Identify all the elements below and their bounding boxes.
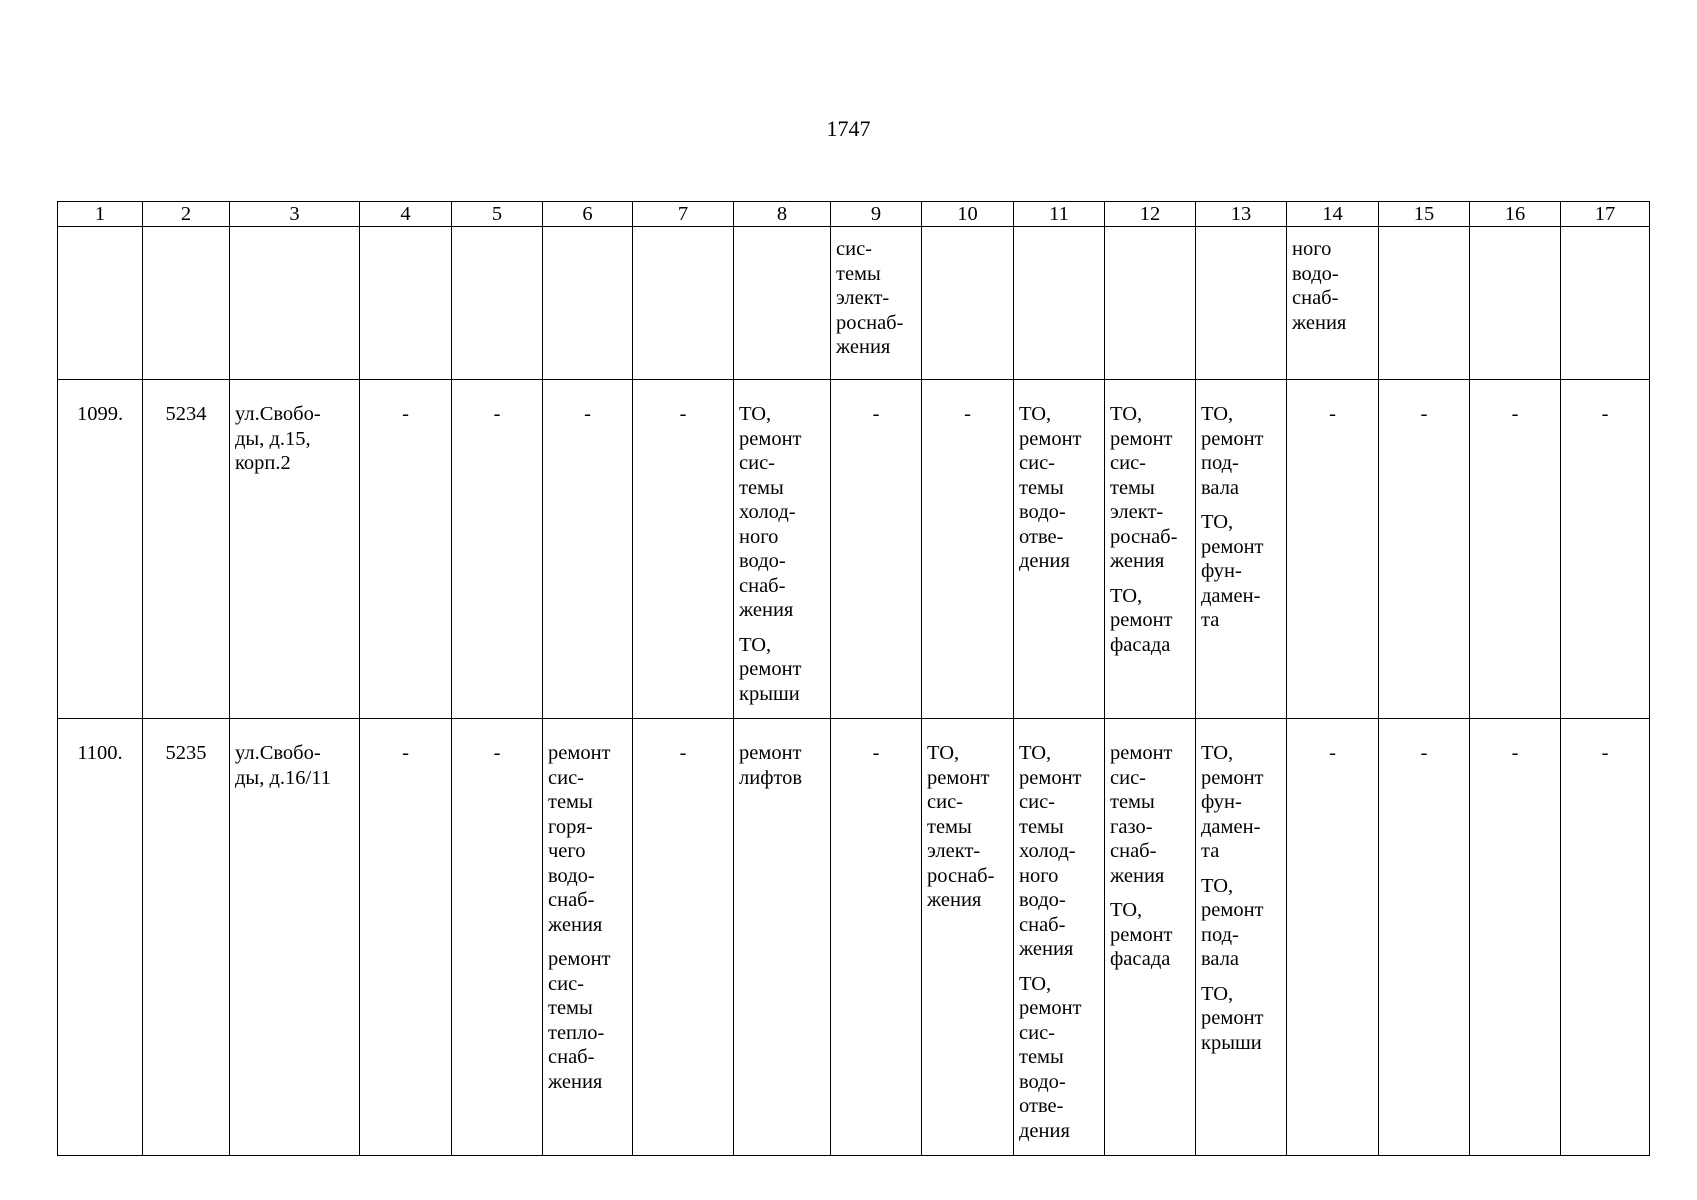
cell-line: сис- — [927, 791, 963, 813]
cell-line: отве- — [1019, 525, 1064, 548]
table-cell — [831, 227, 922, 380]
cell-line: сис- — [1019, 1021, 1055, 1044]
table-cell: - — [452, 380, 543, 719]
cell-line: снаб- — [1110, 840, 1157, 862]
table-cell — [543, 719, 633, 1156]
cell-entry — [1110, 741, 1190, 888]
cell-line: холод- — [739, 501, 796, 523]
cell-line: ремонт — [1019, 766, 1082, 789]
cell-line: элект- — [836, 287, 890, 309]
table-cell — [1561, 227, 1650, 380]
page-number: 1747 — [826, 116, 871, 141]
cell-line: ды, д.15, — [235, 427, 311, 450]
cell-line: ТО, — [1201, 874, 1234, 897]
table-cell — [734, 719, 831, 1156]
cell-entry — [235, 402, 354, 476]
cell-line: ТО, — [1019, 403, 1052, 425]
cell-line: под- — [1201, 452, 1239, 474]
cell-line: ного — [1292, 238, 1332, 260]
cell-line: вала — [1201, 476, 1240, 499]
cell-line: сис- — [1110, 452, 1146, 474]
cell-line: ремонт — [1201, 1007, 1264, 1029]
column-number: 1 — [58, 202, 143, 227]
cell-line: отве- — [1019, 1095, 1064, 1117]
cell-entry — [1201, 982, 1281, 1056]
column-number-row — [58, 202, 1650, 227]
cell-line: темы — [1019, 815, 1064, 838]
column-number: 12 — [1105, 202, 1196, 227]
cell-line: роснаб- — [836, 311, 904, 334]
cell-line: ремонт — [1201, 766, 1264, 789]
table-cell: - — [452, 719, 543, 1156]
cell-line: сис- — [1110, 766, 1146, 789]
cell-entry — [548, 741, 627, 937]
cell-line: ТО, — [1110, 899, 1143, 921]
cell-entry — [235, 741, 354, 790]
cell-line: горя- — [548, 815, 593, 838]
cell-line: водо- — [1019, 1070, 1066, 1093]
table-cell — [1105, 227, 1196, 380]
cell-entry — [739, 402, 825, 623]
table-cell: - — [360, 719, 452, 1156]
cell-line: жения — [548, 1070, 603, 1093]
cell-line: ТО, — [1110, 403, 1143, 425]
table-cell: - — [1470, 380, 1561, 719]
cell-entry — [1019, 972, 1099, 1144]
cell-line: ТО, — [1019, 972, 1052, 995]
cell-line: ремонт — [739, 742, 802, 764]
cell-line: ремонт — [1110, 609, 1173, 631]
cell-line: ного — [739, 525, 779, 548]
cell-line: ТО, — [927, 742, 960, 764]
cell-line: ремонт — [548, 948, 611, 970]
cell-line: водо- — [1019, 889, 1066, 911]
column-number: 15 — [1379, 202, 1470, 227]
row-address — [230, 719, 360, 1156]
cell-line: роснаб- — [1110, 525, 1178, 548]
table-cell — [143, 227, 230, 380]
column-number: 9 — [831, 202, 922, 227]
cell-line: сис- — [836, 238, 872, 260]
table-cell: - — [1287, 719, 1379, 1156]
cell-line: водо- — [739, 550, 786, 572]
cell-line: ремонт — [1201, 899, 1264, 921]
cell-line: темы — [739, 476, 784, 499]
column-number: 5 — [452, 202, 543, 227]
cell-line: ТО, — [1201, 511, 1234, 533]
cell-line: крыши — [1201, 1031, 1262, 1054]
cell-line: ремонт — [739, 427, 802, 450]
cell-line: та — [1201, 609, 1220, 631]
table-cell — [1470, 227, 1561, 380]
table-cell — [922, 719, 1014, 1156]
cell-line: роснаб- — [927, 864, 995, 887]
cell-line: ремонт — [1201, 427, 1264, 450]
cell-line: темы — [1019, 476, 1064, 499]
cell-line: ремонт — [1110, 742, 1173, 764]
cell-line: снаб- — [1292, 287, 1339, 309]
cell-entry — [1019, 741, 1099, 962]
cell-line: темы — [836, 262, 881, 285]
table-cell — [734, 380, 831, 719]
table-cell — [1014, 380, 1105, 719]
cell-entry — [1110, 402, 1190, 574]
table-cell — [1196, 380, 1287, 719]
cell-line: фун- — [1201, 791, 1242, 813]
table-cell: - — [1470, 719, 1561, 1156]
column-number: 7 — [633, 202, 734, 227]
cell-line: элект- — [1110, 501, 1164, 523]
cell-line: ного — [1019, 864, 1059, 887]
table-cell — [734, 227, 831, 380]
table-cell: - — [1561, 719, 1650, 1156]
column-number: 10 — [922, 202, 1014, 227]
cell-entry — [548, 947, 627, 1094]
table-cell — [230, 227, 360, 380]
cell-line: дамен- — [1201, 815, 1261, 838]
row-code: 5234 — [143, 380, 230, 719]
cell-line: ТО, — [739, 633, 772, 656]
table-cell: - — [1287, 380, 1379, 719]
cell-line: элект- — [927, 840, 981, 862]
table-cell: - — [831, 719, 922, 1156]
table-cell: - — [543, 380, 633, 719]
cell-entry — [1019, 402, 1099, 574]
column-number: 4 — [360, 202, 452, 227]
table-cell — [1014, 719, 1105, 1156]
column-number: 17 — [1561, 202, 1650, 227]
cell-line: ТО, — [1019, 742, 1052, 764]
column-number: 8 — [734, 202, 831, 227]
cell-line: фасада — [1110, 948, 1171, 970]
table-cell — [543, 227, 633, 380]
table-cell — [922, 227, 1014, 380]
column-number: 6 — [543, 202, 633, 227]
cell-line: жения — [836, 336, 891, 358]
column-number: 16 — [1470, 202, 1561, 227]
cell-entry — [1292, 237, 1373, 335]
cell-line: дения — [1019, 1119, 1070, 1142]
cell-line: сис- — [739, 452, 775, 474]
table-cell — [633, 227, 734, 380]
cell-line: ТО, — [1201, 403, 1234, 425]
column-number: 3 — [230, 202, 360, 227]
table-cell: - — [1379, 380, 1470, 719]
cell-entry — [739, 741, 825, 790]
table-cell — [1105, 380, 1196, 719]
table-cell: - — [633, 719, 734, 1156]
cell-line: темы — [548, 791, 593, 813]
cell-line: холод- — [1019, 840, 1076, 862]
table-cell — [1196, 227, 1287, 380]
cell-line: жения — [1110, 550, 1165, 572]
cell-line: ремонт — [548, 742, 611, 764]
cell-line: жения — [739, 599, 794, 621]
cell-line: фасада — [1110, 633, 1171, 656]
cell-line: дения — [1019, 550, 1070, 572]
cell-line: ТО, — [1110, 584, 1143, 607]
cell-line: ТО, — [1201, 742, 1234, 764]
register-table — [57, 201, 1650, 1156]
cell-line: ремонт — [1019, 997, 1082, 1019]
cell-line: темы — [1110, 476, 1155, 499]
cell-line: чего — [548, 840, 586, 862]
cell-line: ул.Свобо- — [235, 742, 321, 764]
cell-line: ды, д.16/11 — [235, 766, 331, 789]
table-cell — [1014, 227, 1105, 380]
column-number: 13 — [1196, 202, 1287, 227]
cell-line: темы — [1110, 791, 1155, 813]
table-cell — [1287, 227, 1379, 380]
cell-line: ремонт — [1201, 535, 1264, 558]
table-cell: - — [922, 380, 1014, 719]
cell-line: жения — [1292, 311, 1347, 334]
cell-line: темы — [927, 815, 972, 838]
cell-line: газо- — [1110, 815, 1153, 838]
cell-line: водо- — [548, 864, 595, 887]
cell-line: ремонт — [1110, 923, 1173, 946]
cell-line: ул.Свобо- — [235, 403, 321, 425]
cell-line: снаб- — [1019, 913, 1066, 936]
table-cell: - — [1561, 380, 1650, 719]
cell-entry — [927, 741, 1008, 913]
cell-line: жения — [548, 913, 603, 936]
cell-entry — [1201, 510, 1281, 633]
table-cell — [1379, 227, 1470, 380]
cell-line: темы — [548, 997, 593, 1019]
cell-line: сис- — [548, 766, 584, 789]
cell-line: корп.2 — [235, 452, 291, 474]
table-cell: - — [831, 380, 922, 719]
cell-line: сис- — [548, 972, 584, 995]
cell-line: ТО, — [1201, 982, 1234, 1005]
continuation-row — [58, 227, 1650, 380]
cell-line: сис- — [1019, 452, 1055, 474]
cell-line: лифтов — [739, 766, 803, 789]
table-cell — [452, 227, 543, 380]
table-cell — [360, 227, 452, 380]
cell-line: водо- — [1292, 262, 1339, 285]
cell-line: под- — [1201, 923, 1239, 946]
cell-entry — [1201, 741, 1281, 864]
cell-line: дамен- — [1201, 584, 1261, 607]
cell-line: снаб- — [548, 889, 595, 911]
row-address — [230, 380, 360, 719]
table-cell — [1105, 719, 1196, 1156]
cell-line: сис- — [1019, 791, 1055, 813]
cell-line: ремонт — [927, 766, 990, 789]
column-number: 14 — [1287, 202, 1379, 227]
cell-line: снаб- — [739, 574, 786, 597]
cell-line: та — [1201, 840, 1220, 862]
cell-line: крыши — [739, 682, 800, 705]
row-number: 1099. — [58, 380, 143, 719]
cell-line: вала — [1201, 948, 1240, 970]
row-code: 5235 — [143, 719, 230, 1156]
cell-line: ремонт — [1110, 427, 1173, 450]
cell-entry — [1201, 402, 1281, 500]
cell-line: ремонт — [739, 658, 802, 680]
table-cell: - — [1379, 719, 1470, 1156]
table-cell — [1196, 719, 1287, 1156]
row-number: 1100. — [58, 719, 143, 1156]
cell-entry — [1110, 898, 1190, 972]
cell-line: тепло- — [548, 1021, 605, 1044]
column-number: 2 — [143, 202, 230, 227]
cell-entry — [1110, 584, 1190, 658]
cell-line: темы — [1019, 1046, 1064, 1068]
table-cell: - — [633, 380, 734, 719]
cell-line: снаб- — [548, 1046, 595, 1068]
cell-line: водо- — [1019, 501, 1066, 523]
cell-line: фун- — [1201, 560, 1242, 582]
cell-line: ремонт — [1019, 427, 1082, 450]
table-cell: - — [360, 380, 452, 719]
column-number: 11 — [1014, 202, 1105, 227]
cell-entry — [1201, 874, 1281, 972]
table-row — [58, 380, 1650, 719]
cell-entry — [836, 237, 916, 360]
table-row — [58, 719, 1650, 1156]
cell-line: жения — [927, 889, 982, 911]
table-cell — [58, 227, 143, 380]
cell-line: жения — [1110, 864, 1165, 887]
cell-line: ТО, — [739, 403, 772, 425]
cell-entry — [739, 633, 825, 707]
cell-line: жения — [1019, 938, 1074, 960]
